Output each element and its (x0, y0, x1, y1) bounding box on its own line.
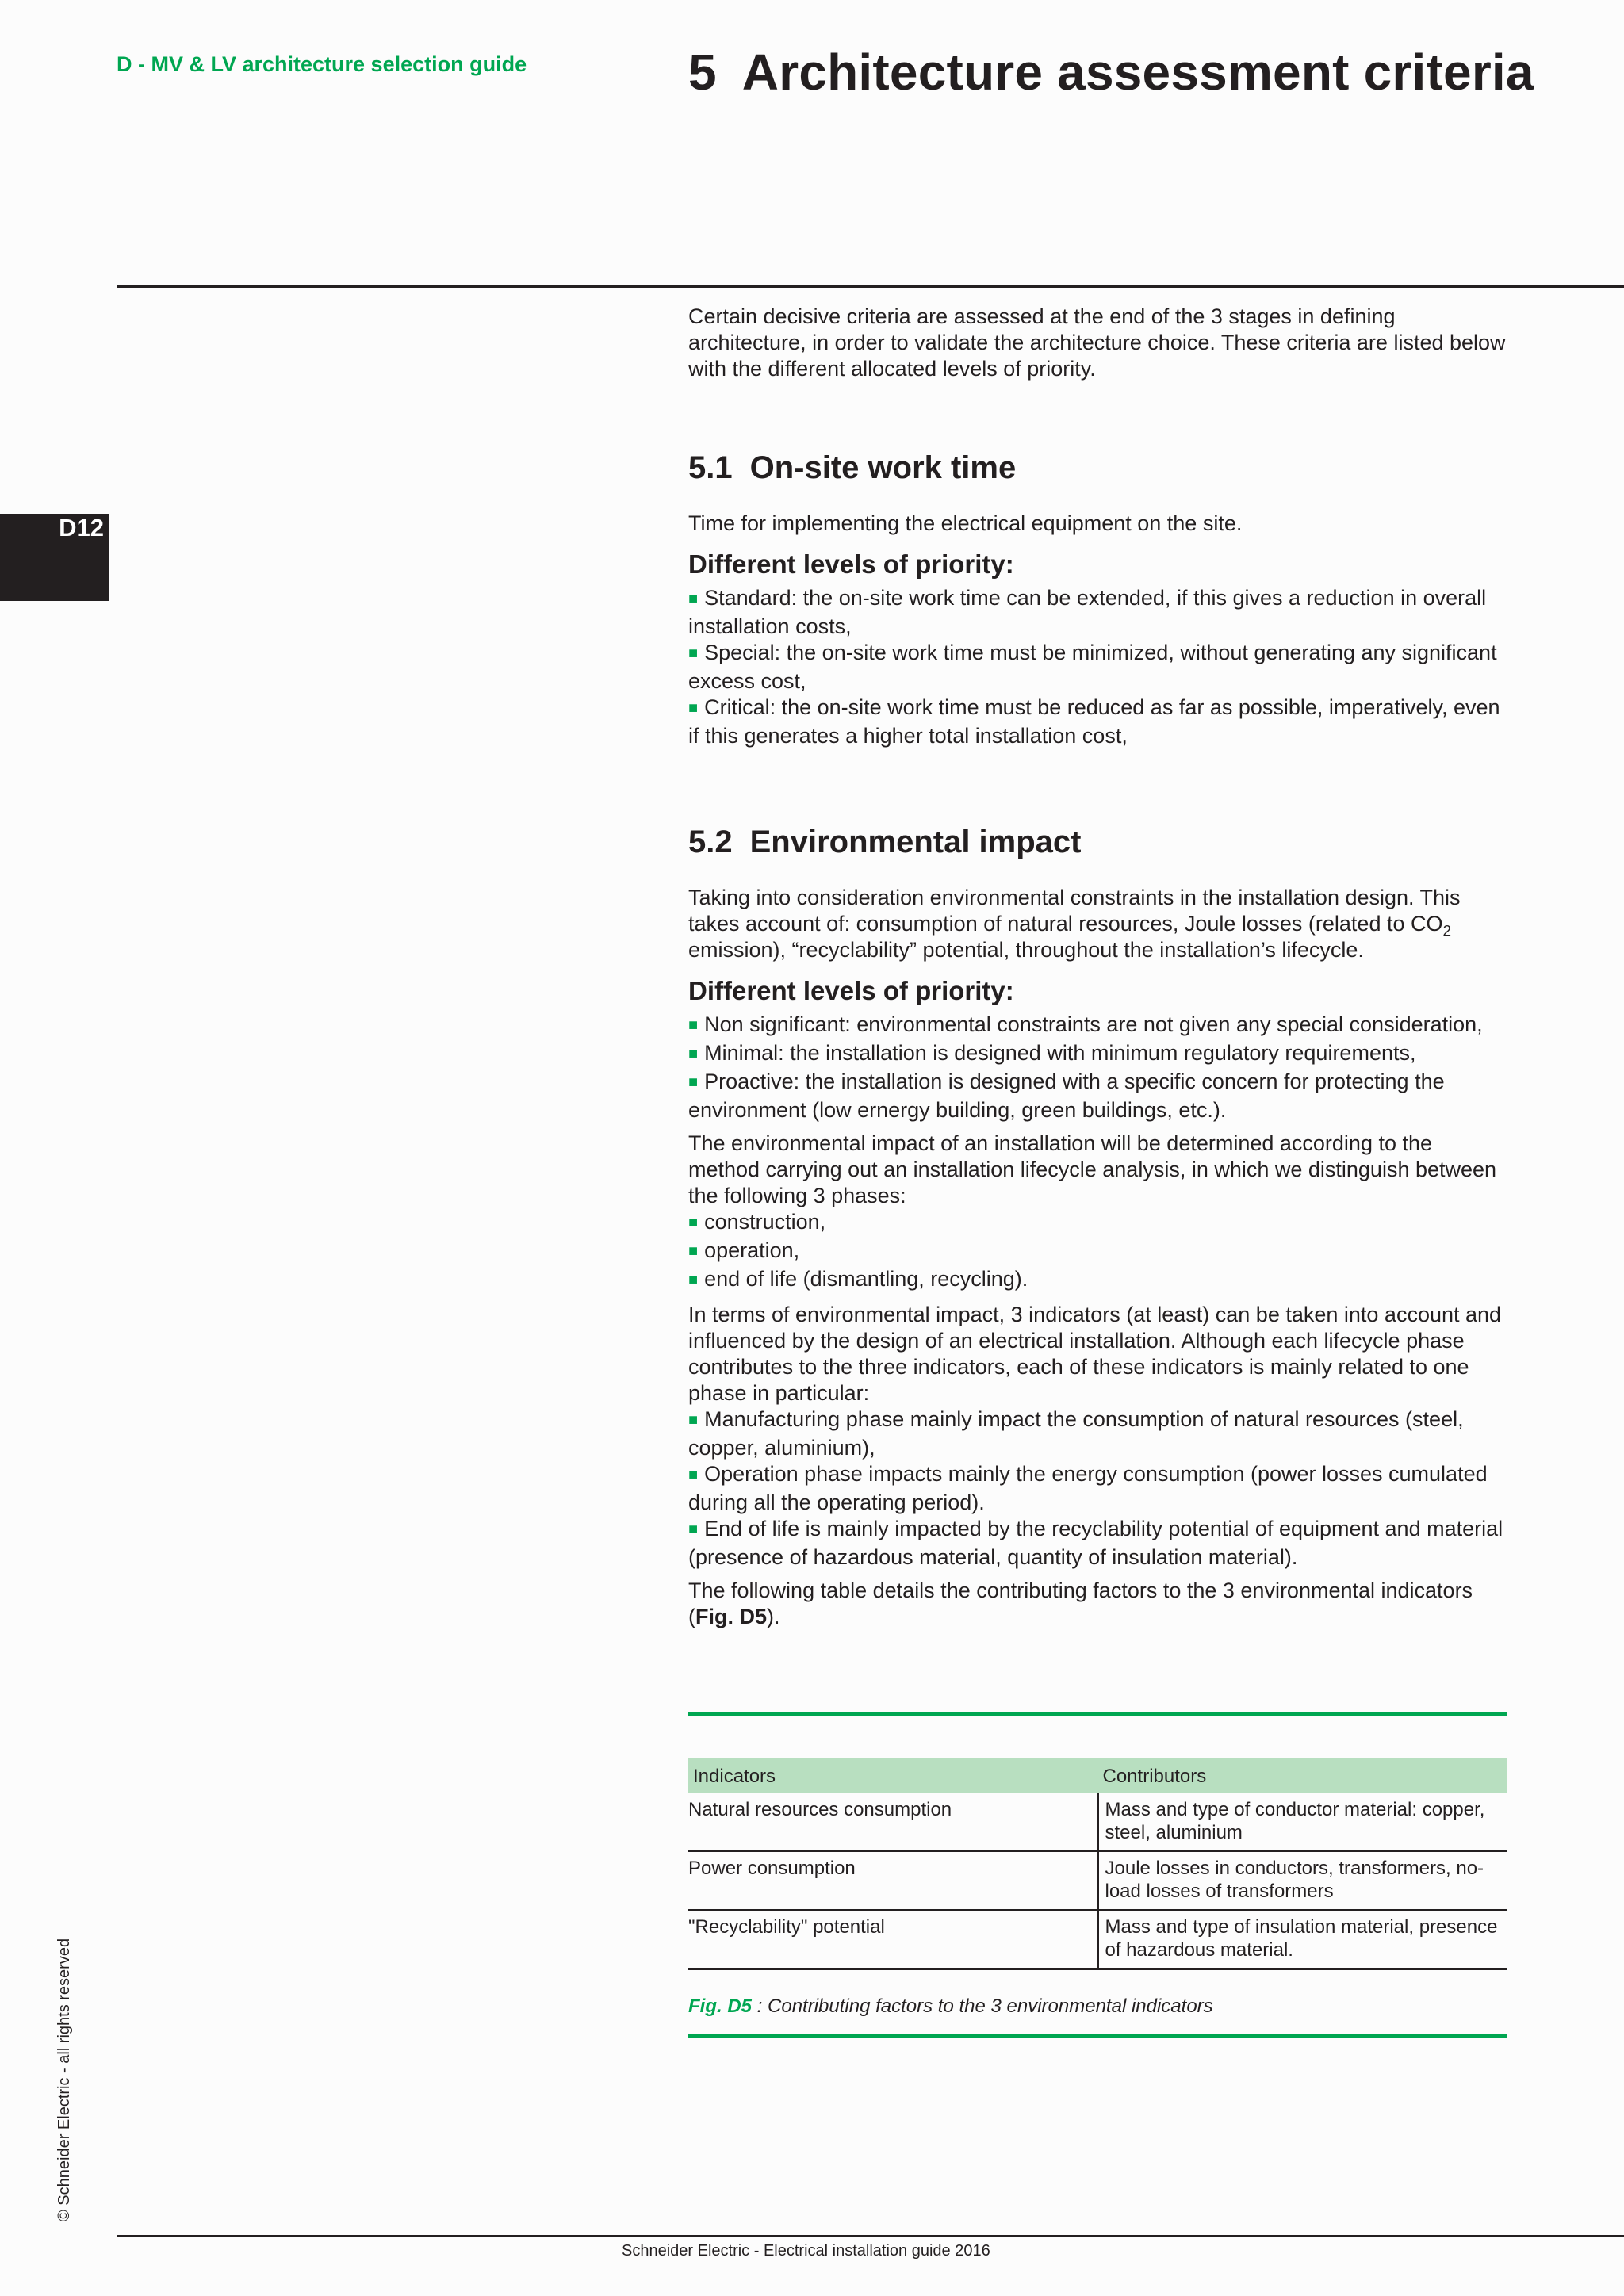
chapter-title-text: Architecture assessment criteria (741, 44, 1534, 101)
indicator-item: ■ End of life is mainly impacted by the recyclability potential of equipment and material (presence of hazardous material, quantity of insulation material). (688, 1516, 1507, 1571)
contributor-cell: Mass and type of conductor material: copper, steel, aluminium (1098, 1793, 1508, 1851)
indicator-item: ■ Manufacturing phase mainly impact the consumption of natural resources (steel, copper, aluminium), (688, 1406, 1507, 1461)
section-5-2-heading (688, 823, 1507, 861)
main-content (688, 304, 1507, 1637)
section-5-2-description (688, 885, 1507, 963)
table-reference-paragraph (688, 1578, 1507, 1630)
intro-paragraph: Certain decisive criteria are assessed at the end of the 3 stages in defining architecture, in order to validate the architecture choice. These criteria are listed below with the different allocated levels of priority. (688, 304, 1506, 381)
table-row (688, 1793, 1507, 1851)
reference-text: The following table details the contributing factors to the 3 environmental indicators ( (688, 1578, 1473, 1628)
priority-item: ■ Special: the on-site work time must be minimized, without generating any significant excess cost, (688, 640, 1507, 695)
section-5-1-heading (688, 449, 1507, 487)
indicators-intro: In terms of environmental impact, 3 indicators (at least) can be taken into account and influenced by the design of an electrical installation. Although each lifecycle phase contributes to the three indicators, each of these indicators is mainly related to one phase in particular: (688, 1303, 1502, 1405)
section-5-2-number: 5.2 (688, 825, 733, 859)
lifecycle-paragraph (688, 1131, 1507, 1295)
section-5-2-priority-list (688, 1012, 1507, 1123)
page-footer: Schneider Electric - Electrical installation guide 2016 (622, 2242, 990, 2260)
section-5-1-title: On-site work time (749, 450, 1017, 485)
subscript-2: 2 (1442, 923, 1452, 940)
figure-reference: Fig. D5 (695, 1605, 768, 1628)
priority-item: ■ Proactive: the installation is designed with a specific concern for protecting the environment (low ernergy building, green buildings, etc.). (688, 1069, 1507, 1123)
reference-text: ). (767, 1605, 780, 1628)
phase-item: ■ construction, (688, 1209, 1507, 1238)
priority-item: ■ Minimal: the installation is designed with minimum regulatory requirements, (688, 1040, 1507, 1069)
header-divider (117, 285, 1624, 288)
figure-label: Fig. D5 (688, 1996, 753, 2017)
phase-item: ■ end of life (dismantling, recycling). (688, 1266, 1507, 1295)
section-5-1-priority-list (688, 585, 1507, 749)
priority-item: ■ Standard: the on-site work time can be extended, if this gives a reduction in overall installation costs, (688, 585, 1507, 640)
figure-caption-text: : Contributing factors to the 3 environmental indicators (752, 1996, 1213, 2017)
figure-caption (688, 1996, 1507, 2018)
priority-item: ■ Non significant: environmental constraints are not given any special consideration, (688, 1012, 1507, 1040)
section-5-1-number: 5.1 (688, 450, 733, 485)
page-number-tab (0, 514, 109, 601)
section-label: D - MV & LV architecture selection guide (117, 52, 527, 76)
chapter-number: 5 (688, 44, 717, 101)
table-row (688, 1910, 1507, 1969)
lifecycle-intro: The environmental impact of an installation will be determined according to the method carrying out an installation lifecycle analysis, in which we distinguish between the following 3 phases: (688, 1131, 1497, 1207)
column-header-contributors: Contributors (1098, 1758, 1508, 1793)
copyright-notice: © Schneider Electric - all rights reserved (56, 1938, 73, 2221)
description-part: Taking into consideration environmental constraints in the installation design. This takes account of: consumption of natural resources, Joule losses (related to CO (688, 886, 1461, 936)
priority-item: ■ Critical: the on-site work time must be reduced as far as possible, imperatively, even if this generates a higher total installation cost, (688, 695, 1507, 749)
indicator-item: ■ Operation phase impacts mainly the energy consumption (power losses cumulated during all the operating period). (688, 1461, 1507, 1516)
footer-divider (117, 2235, 1624, 2237)
section-5-2-title: Environmental impact (749, 825, 1082, 859)
indicators-table (688, 1758, 1507, 1970)
figure-d5 (688, 1712, 1507, 2038)
indicator-cell: Power consumption (688, 1851, 1098, 1910)
indicator-cell: "Recyclability" potential (688, 1910, 1098, 1969)
description-part: emission), “recyclability” potential, throughout the installation’s lifecycle. (688, 938, 1364, 962)
chapter-title (688, 43, 1534, 101)
contributor-cell: Mass and type of insulation material, presence of hazardous material. (1098, 1910, 1508, 1969)
section-5-1-description: Time for implementing the electrical equipment on the site. (688, 511, 1243, 535)
indicator-cell: Natural resources consumption (688, 1793, 1098, 1851)
phase-item: ■ operation, (688, 1238, 1507, 1266)
section-5-2-priority-heading: Different levels of priority: (688, 976, 1014, 1005)
figure-top-rule (688, 1712, 1507, 1716)
contributor-cell: Joule losses in conductors, transformers, no-load losses of transformers (1098, 1851, 1508, 1910)
table-header-row (688, 1758, 1507, 1793)
table-row (688, 1851, 1507, 1910)
figure-bottom-rule (688, 2034, 1507, 2038)
indicators-paragraph (688, 1302, 1507, 1571)
column-header-indicators: Indicators (688, 1758, 1098, 1793)
section-5-1-priority-heading: Different levels of priority: (688, 549, 1014, 579)
page-number: D12 (59, 514, 104, 541)
